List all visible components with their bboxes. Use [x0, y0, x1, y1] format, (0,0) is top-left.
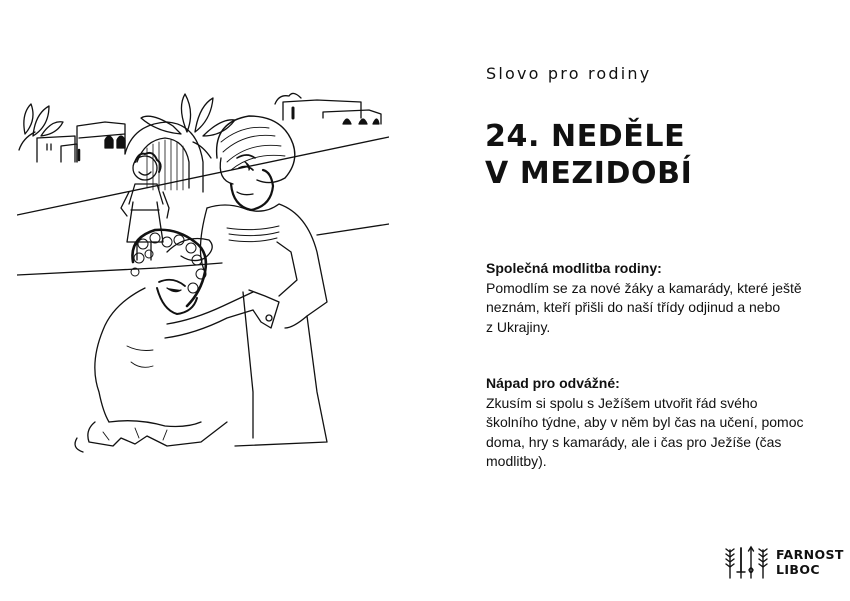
section-body — [486, 279, 826, 338]
body-line: Zkusím si spolu s Ježíšem utvořit řád svého — [486, 394, 758, 411]
logo-text — [776, 547, 844, 577]
logo-line-1: FARNOST — [776, 547, 844, 562]
section-brave-idea — [486, 374, 826, 472]
body-line: školního týdne, aby v něm byl čas na učení, pomoc — [486, 414, 804, 431]
section-family-prayer — [486, 259, 826, 337]
logo-line-2: LIBOC — [776, 562, 820, 577]
section-body — [486, 394, 826, 472]
body-line: modlitby). — [486, 453, 547, 470]
series-kicker: Slovo pro rodiny — [486, 64, 652, 83]
section-heading: Společná modlitba rodiny: — [486, 260, 662, 276]
body-line: neznám, kteří přišli do naší třídy odjinud a nebo — [486, 299, 781, 316]
body-line: z Ukrajiny. — [486, 318, 551, 335]
illustration-prodigal-son — [17, 92, 389, 458]
wheat-sword-arrow-wheat-icon — [724, 544, 770, 580]
section-heading: Nápad pro odvážné: — [486, 375, 620, 391]
prodigal-son-drawing-icon — [17, 92, 389, 458]
title-line-2: V MEZIDOBÍ — [485, 156, 693, 191]
parish-logo — [724, 544, 844, 580]
body-line: doma, hry s kamarády, ale i čas pro Ježíše (čas — [486, 433, 782, 450]
body-line: Pomodlím se za nové žáky a kamarády, které ještě — [486, 279, 802, 296]
page-title — [485, 118, 692, 192]
title-line-1: 24. NEDĚLE — [485, 119, 686, 154]
